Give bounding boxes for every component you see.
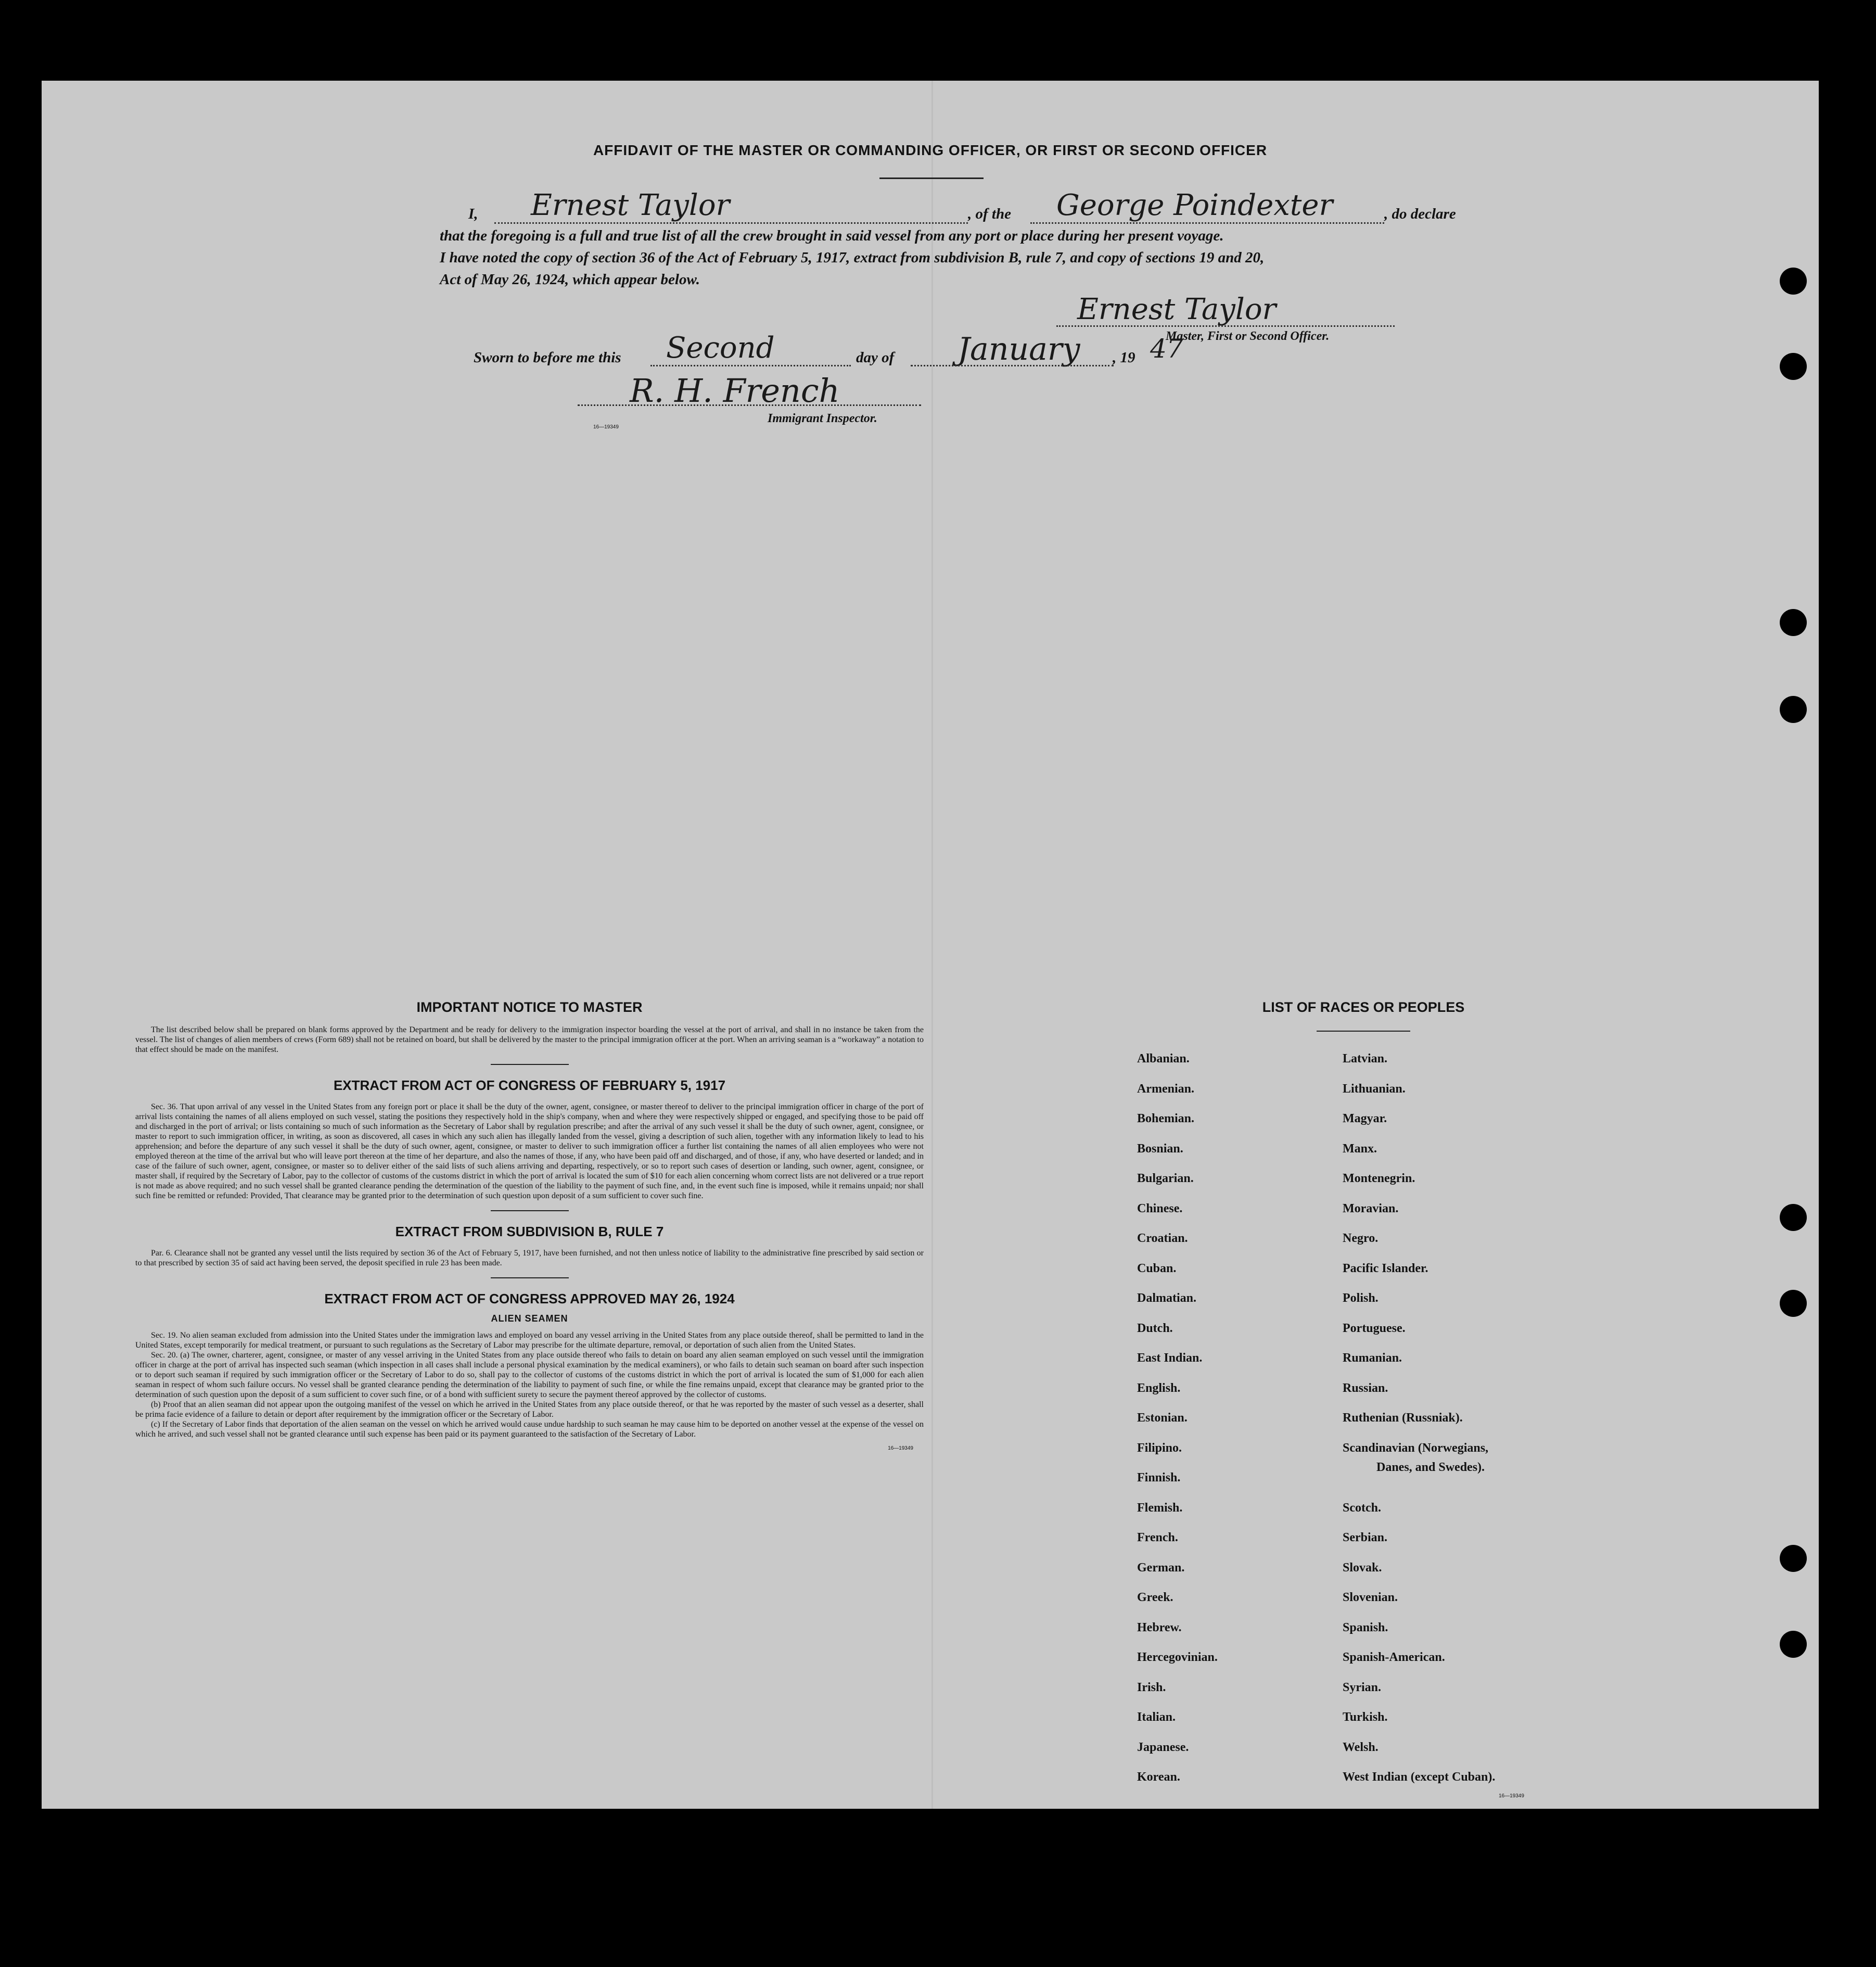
sworn-month-line — [911, 365, 1114, 366]
race-item: German. — [1137, 1561, 1185, 1575]
sworn-label: Sworn to before me this — [474, 349, 621, 366]
extract2-body: Par. 6. Clearance shall not be granted any vessel until the lists required by section 36 of the Act of February 5, 1917, have been furnished, and not then unless notice of liability to the administrative fine prescribed by said section or to that prescribed by section 35 of said act having been served, the deposit specified in rule 23 has been made. — [135, 1249, 924, 1267]
sworn-day: Second — [666, 331, 775, 365]
race-item: Latvian. — [1343, 1052, 1388, 1065]
inspector-signature-line — [578, 404, 921, 406]
document-sheet — [42, 81, 1819, 1809]
notice-title: IMPORTANT NOTICE TO MASTER — [416, 999, 643, 1015]
race-item: Spanish-American. — [1343, 1651, 1445, 1664]
race-item: Finnish. — [1137, 1471, 1181, 1484]
race-item: French. — [1137, 1531, 1178, 1544]
master-caption: Master, First or Second Officer. — [1166, 329, 1330, 343]
race-item: Lithuanian. — [1343, 1082, 1406, 1096]
extract3-title: EXTRACT FROM ACT OF CONGRESS APPROVED MAY 26, 1924 — [324, 1291, 735, 1306]
year-prefix: , 19 — [1113, 349, 1135, 366]
race-item: Hercegovinian. — [1137, 1651, 1218, 1664]
race-item: Flemish. — [1137, 1501, 1183, 1515]
declaration-line-4: Act of May 26, 1924, which appear below. — [440, 271, 700, 288]
race-item: Serbian. — [1343, 1531, 1388, 1544]
of-the-label: , of the — [968, 206, 1011, 222]
race-item: Greek. — [1137, 1591, 1173, 1604]
notice-column — [135, 999, 924, 1451]
race-item: Dalmatian. — [1137, 1291, 1196, 1305]
notice-rule — [491, 1064, 569, 1065]
notice-body: The list described below shall be prepared on blank forms approved by the Department and be ready for delivery to the immigration inspector boarding the vessel at the port of arrival, and shall in no instance be taken from the vessel. The list of changes of alien members of crews (Form 689) shall not be retained on board, but shall be delivered by the master to the principal immigration officer at the port. When an arriving seaman is a “workaway” a notation to that effect should be made on the manifest. — [135, 1025, 924, 1054]
extract3-subtitle: ALIEN SEAMEN — [491, 1313, 568, 1324]
race-item: Slovak. — [1343, 1561, 1382, 1575]
race-item: Bulgarian. — [1137, 1172, 1194, 1185]
race-item: Dutch. — [1137, 1322, 1173, 1335]
race-item: Montenegrin. — [1343, 1172, 1415, 1185]
race-item: Manx. — [1343, 1142, 1377, 1156]
race-item: Chinese. — [1137, 1202, 1183, 1215]
races-title: LIST OF RACES OR PEOPLES — [1262, 999, 1465, 1015]
i-label: I, — [468, 206, 478, 222]
race-item: Cuban. — [1137, 1262, 1177, 1275]
race-item: Negro. — [1343, 1232, 1379, 1245]
race-item: Bohemian. — [1137, 1112, 1195, 1125]
extract1-title: EXTRACT FROM ACT OF CONGRESS OF FEBRUARY 5, 1917 — [333, 1077, 726, 1093]
races-form-number: 16—19349 — [1499, 1793, 1524, 1799]
sec20c-body: (c) If the Secretary of Labor finds that deportation of the alien seaman on the vessel on which he arrived would cause undue hardship to such seaman he may cause him to be deported on another vessel at the expense of the vessel on which he arrived, and such vessel shall not be granted clearance until such expense has been paid or its payment guaranteed to the satisfaction of the Secretary of Labor. — [135, 1420, 924, 1439]
punch-hole — [1780, 268, 1807, 295]
declaration-line-3: I have noted the copy of section 36 of the Act of February 5, 1917, extract from subdivision B, rule 7, and copy of sections 19 and 20, — [440, 249, 1265, 266]
race-item: Hebrew. — [1137, 1621, 1182, 1634]
race-item: West Indian (except Cuban). — [1343, 1770, 1496, 1784]
punch-hole — [1780, 1290, 1807, 1317]
punch-hole — [1780, 1545, 1807, 1572]
master-signature: Ernest Taylor — [1077, 293, 1277, 326]
master-name: Ernest Taylor — [531, 188, 730, 222]
extract1-rule — [491, 1210, 569, 1211]
race-item: Magyar. — [1343, 1112, 1387, 1125]
race-item: English. — [1137, 1381, 1181, 1395]
punch-hole — [1780, 1204, 1807, 1231]
race-item: Pacific Islander. — [1343, 1262, 1428, 1275]
race-item: Scandinavian (Norwegians, — [1343, 1441, 1489, 1455]
race-item: Spanish. — [1343, 1621, 1388, 1634]
race-item: Scotch. — [1343, 1501, 1381, 1515]
race-item: Slovenian. — [1343, 1591, 1398, 1604]
sec19-body: Sec. 19. No alien seaman excluded from admission into the United States under the immigration laws and employed on board any vessel arriving in the United States from any place outside thereof, shall be permitted to land in the United States, except temporarily for medical treatment, or pursuant to such regulations as the Secretary of Labor may prescribe for the ultimate departure, removal, or deportation of such alien from the United States. — [135, 1331, 924, 1350]
race-item: Croatian. — [1137, 1232, 1188, 1245]
do-declare-label: , do declare — [1384, 206, 1456, 222]
race-item: Portuguese. — [1343, 1322, 1406, 1335]
race-item: Bosnian. — [1137, 1142, 1183, 1156]
race-item: Filipino. — [1137, 1441, 1182, 1455]
affidavit-form-number: 16—19349 — [593, 424, 619, 430]
sec20a-body: Sec. 20. (a) The owner, charterer, agent, consignee, or master of any vessel arriving in the United States from any place outside thereof who fails to detain on board any alien seaman employed on such vessel until the immigration officer in charge at the port of arrival has inspected such seaman (which inspection in all cases shall include a personal physical examination by the medical examiners), or who fails to detain such seaman on board after such inspection or to deport such seaman if required by such immigration officer or the Secretary of Labor to do so, shall pay to the collector of customs of the customs district in which the port of arrival is located the sum of $1,000 for each alien seaman in respect of whom such failure occurs. No vessel shall be granted clearance pending the determination of the liability to payment of such fine, or while the fine remains unpaid, except that clearance may be granted prior to the determination of such question upon the deposit of a sum sufficient to cover such fine, or of a bond with sufficient surety to secure the payment thereof approved by the collector of customs. — [135, 1351, 924, 1399]
races-rule — [1317, 1031, 1410, 1032]
race-scandinavian-cont: Danes, and Swedes). — [1376, 1461, 1485, 1474]
punch-hole — [1780, 696, 1807, 723]
race-item: East Indian. — [1137, 1351, 1203, 1365]
race-item: Rumanian. — [1343, 1351, 1402, 1365]
sworn-month: January — [958, 331, 1080, 367]
day-of-label: day of — [856, 349, 895, 366]
year-suffix: 47 — [1150, 334, 1183, 364]
race-item: Russian. — [1343, 1381, 1388, 1395]
punch-hole — [1780, 1631, 1807, 1658]
vessel-name-line — [1030, 222, 1384, 224]
extract2-title: EXTRACT FROM SUBDIVISION B, RULE 7 — [395, 1224, 664, 1239]
inspector-signature: R. H. French — [630, 372, 840, 410]
sec20b-body: (b) Proof that an alien seaman did not appear upon the outgoing manifest of the vessel on which he arrived in the United States from any place outside thereof, or that he was reported by the master of such vessel as a deserter, shall be prima facie evidence of a failure to detain or deport after requirement by the immigration officer or the Secretary of Labor. — [135, 1400, 924, 1419]
punch-hole — [1780, 353, 1807, 380]
vessel-name: George Poindexter — [1056, 188, 1333, 222]
declaration-line-2: that the foregoing is a full and true list of all the crew brought in said vessel from any port or place during her present voyage. — [440, 227, 1224, 244]
race-item: Moravian. — [1343, 1202, 1399, 1215]
race-item: Syrian. — [1343, 1681, 1382, 1694]
punch-hole — [1780, 609, 1807, 636]
inspector-caption: Immigrant Inspector. — [768, 412, 877, 425]
race-item: Armenian. — [1137, 1082, 1194, 1096]
master-name-line — [494, 222, 968, 224]
sworn-day-line — [650, 365, 851, 366]
master-signature-line — [1056, 325, 1395, 327]
race-item: Polish. — [1343, 1291, 1379, 1305]
race-item: Albanian. — [1137, 1052, 1190, 1065]
race-item: Korean. — [1137, 1770, 1180, 1784]
extract2-rule — [491, 1277, 569, 1278]
title-rule — [879, 177, 984, 179]
race-item: Italian. — [1137, 1710, 1176, 1724]
affidavit-title: AFFIDAVIT OF THE MASTER OR COMMANDING OFFICER, OR FIRST OR SECOND OFFICER — [593, 142, 1268, 158]
race-item: Japanese. — [1137, 1741, 1189, 1754]
extract1-body: Sec. 36. That upon arrival of any vessel in the United States from any foreign port or place it shall be the duty of the owner, agent, consignee, or master thereof to deliver to the principal immigration officer in charge of the port of arrival lists containing the names of all aliens employed on such vessel, stating the positions they respectively hold in the ship's company, when and where they were respectively shipped or engaged, and specifying those to be paid off and discharged in the port of arrival; or lists containing so much of such information as the Secretary of Labor shall by regulation prescribe; and after the arrival of any such vessel it shall be the duty of such owner, agent, consignee, or master to report to such immigration officer, in writing, as soon as discovered, all cases in which any such alien has illegally landed from the vessel, giving a description of such alien, together with any information likely to lead to his apprehension; and before the departure of any such vessel it shall be the duty of such owner, agent, consignee, or master to deliver to such immigration officer a further list containing the names of all alien employees who were not employed thereon at the time of the arrival but who will leave port thereon at the time of her departure, and also the names of those, if any, who have been paid off and discharged, and of those, if any, who have deserted or landed; and in case of the failure of such owner, agent, consignee, or master so to deliver either of the said lists of such aliens arriving and departing, respectively, or so to report such cases of desertion or landing, such owner, agent, consignee, or master shall, if required by the Secretary of Labor, pay to the collector of customs of the customs district in which the port of arrival is located the sum of $10 for each alien concerning whom correct lists are not delivered or a true report is not made as above required; and no such vessel shall be granted clearance pending the determination of the question of the liability to the payment of such fine, and, in the event such fine is imposed, while it remains unpaid; nor shall such fine be remitted or refunded: Provided, That clearance may be granted prior to the determination of such question upon deposit of a sum sufficient to cover such fine. — [135, 1102, 924, 1200]
race-item: Irish. — [1137, 1681, 1166, 1694]
notice-form-number: 16—19349 — [888, 1445, 913, 1451]
race-item: Welsh. — [1343, 1741, 1379, 1754]
race-item: Turkish. — [1343, 1710, 1388, 1724]
page-fold — [931, 81, 933, 1809]
race-item: Ruthenian (Russniak). — [1343, 1411, 1463, 1425]
race-item: Estonian. — [1137, 1411, 1188, 1425]
